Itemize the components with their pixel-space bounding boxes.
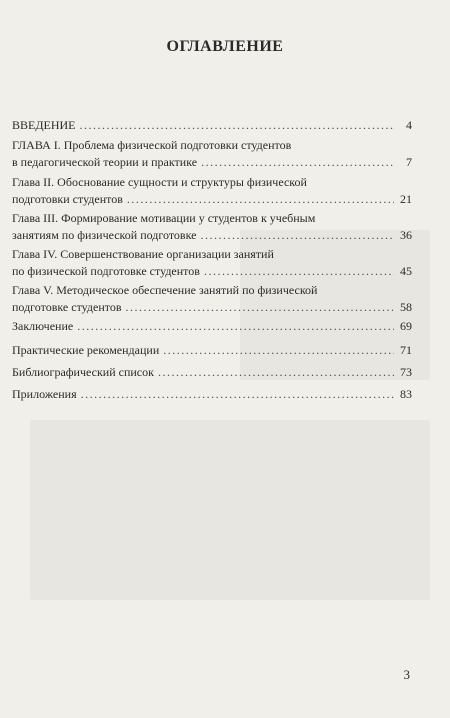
toc-entry-label: Приложения [12,387,77,401]
toc-entry-label-cont: по физической подготовке студентов [12,264,200,278]
page-number: 3 [403,667,410,682]
toc-page-number: 71 [400,343,412,357]
toc-entry[interactable] [12,246,412,280]
toc-entry-label-cont: подготовки студентов [12,192,123,206]
toc-entry-label: Глава V. Методическое обеспечение занятий по физической [12,283,318,297]
toc-entry[interactable] [12,210,412,244]
leader-dots [77,318,394,335]
toc-page-number: 7 [406,155,412,169]
toc-page-number: 83 [400,387,412,401]
toc-entry-label: Глава IV. Совершенствование организации занятий [12,247,274,261]
toc-entry-label-cont: в педагогической теории и практике [12,155,198,169]
leader-dots [163,342,394,359]
toc-page-number: 36 [400,228,412,242]
toc-entry-label: ГЛАВА I. Проблема физической подготовки студентов [12,138,292,152]
toc-page-number: 69 [400,319,412,333]
toc-entry-label: Заключение [12,319,74,333]
toc-entry-label: ВВЕДЕНИЕ [12,118,76,132]
toc-entry[interactable] [12,318,412,335]
toc-entry-label: Библиографический список [12,365,154,379]
toc-page-number: 4 [406,118,412,132]
toc-entry-label: Глава II. Обоснование сущности и структуры физической [12,175,307,189]
leader-dots [80,117,394,134]
leader-dots [201,154,394,171]
toc-entry[interactable] [12,364,412,381]
toc-entry[interactable] [12,282,412,316]
leader-dots [158,364,394,381]
toc-entry-label: Глава III. Формирование мотивации у студентов к учебным [12,211,316,225]
toc-page-number: 73 [400,365,412,379]
toc-page-number: 45 [400,264,412,278]
toc-entry[interactable] [12,386,412,403]
toc-entry[interactable] [12,117,412,134]
leader-dots [126,299,394,316]
leader-dots [204,263,394,280]
toc-entry[interactable] [12,174,412,208]
leader-dots [127,191,394,208]
toc-page-number: 58 [400,300,412,314]
toc-entry[interactable] [12,137,412,171]
toc-title: ОГЛАВЛЕНИЕ [166,38,284,55]
toc-page-number: 21 [400,192,412,206]
leader-dots [200,227,394,244]
toc-entry[interactable] [12,342,412,359]
toc-entry-label-cont: занятиям по физической подготовке [12,228,197,242]
leader-dots [81,386,394,403]
toc-entry-label: Практические рекомендации [12,343,160,357]
toc-entry-label-cont: подготовке студентов [12,300,122,314]
